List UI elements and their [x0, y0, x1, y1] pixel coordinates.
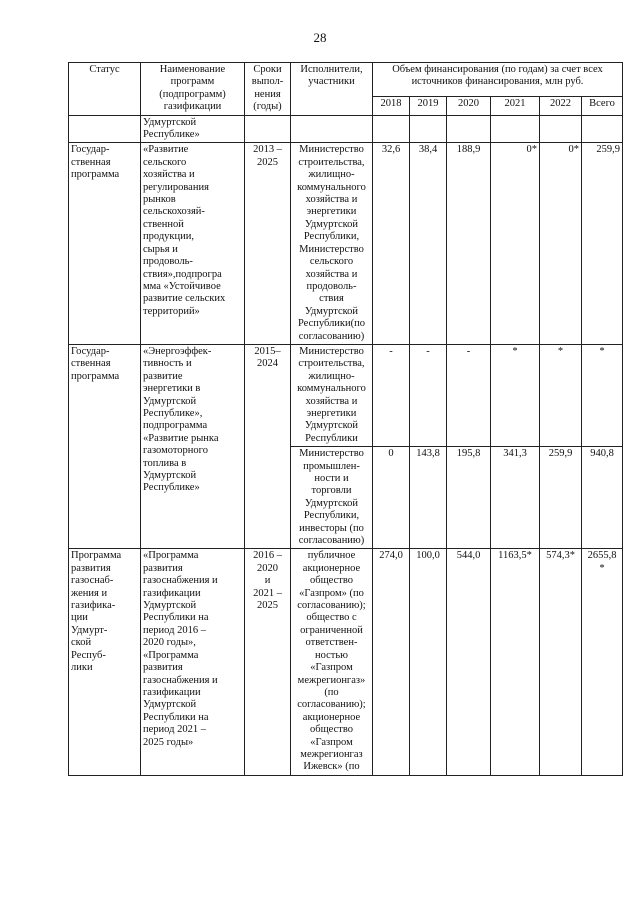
- value-2019-cell: 38,4: [410, 143, 447, 345]
- header-funding: Объем финансирования (по годам) за счет всех источников финансирования, млн руб.: [373, 63, 623, 97]
- value-2021-cell: *: [491, 344, 540, 446]
- program-name-cell: Удмуртской Республике»: [141, 115, 245, 143]
- header-executors: Исполнители, участники: [291, 63, 373, 116]
- table-row: [69, 143, 623, 345]
- terms-cell: 2016 – 2020 и 2021 – 2025: [245, 549, 291, 775]
- terms-cell: [245, 115, 291, 143]
- table-row: [69, 549, 623, 775]
- header-year-2022: 2022: [540, 96, 582, 115]
- value-2022-cell: 574,3*: [540, 549, 582, 775]
- value-total-cell: [582, 115, 623, 143]
- value-2020-cell: 188,9: [447, 143, 491, 345]
- value-2019-cell: 143,8: [410, 447, 447, 549]
- status-cell: Государ- ственная программа: [69, 143, 141, 345]
- terms-cell: 2015– 2024: [245, 344, 291, 549]
- value-2020-cell: -: [447, 344, 491, 446]
- value-2019-cell: [410, 115, 447, 143]
- gasification-programs-table: [68, 62, 623, 776]
- status-cell: Государ- ственная программа: [69, 344, 141, 549]
- header-year-2019: 2019: [410, 96, 447, 115]
- value-2022-cell: 0*: [540, 143, 582, 345]
- header-total: Всего: [582, 96, 623, 115]
- executor-cell: Министерство промышлен- ности и торговли Удмуртской Республики, инвесторы (по согласованию): [291, 447, 373, 549]
- header-year-2021: 2021: [491, 96, 540, 115]
- value-total-cell: 940,8: [582, 447, 623, 549]
- value-2021-cell: [491, 115, 540, 143]
- page-number: 28: [313, 30, 327, 45]
- value-2020-cell: 544,0: [447, 549, 491, 775]
- program-name-cell: «Развитие сельского хозяйства и регулирования рынков сельскохозяй- ственной продукции, сырья и продоволь- ствия»,подпрогра мма «Устойчивое развитие сельских территорий»: [141, 143, 245, 345]
- value-total-cell: 259,9: [582, 143, 623, 345]
- status-cell: Программа развития газоснаб- жения и газифика- ции Удмурт- ской Респуб- лики: [69, 549, 141, 775]
- header-terms: Сроки выпол- нения (годы): [245, 63, 291, 116]
- terms-cell: 2013 – 2025: [245, 143, 291, 345]
- program-name-cell: «Энергоэффек- тивность и развитие энергетики в Удмуртской Республике», подпрограмма «Развитие рынка газомоторного топлива в Удмуртской Республике»: [141, 344, 245, 549]
- value-total-cell: *: [582, 344, 623, 446]
- value-2018-cell: [373, 115, 410, 143]
- value-total-cell: 2655,8 *: [582, 549, 623, 775]
- header-name: Наименование программ (подпрограмм) газификации: [141, 63, 245, 116]
- value-2018-cell: 274,0: [373, 549, 410, 775]
- value-2019-cell: 100,0: [410, 549, 447, 775]
- value-2018-cell: -: [373, 344, 410, 446]
- table-row: [69, 344, 623, 446]
- value-2020-cell: [447, 115, 491, 143]
- value-2018-cell: 0: [373, 447, 410, 549]
- value-2022-cell: *: [540, 344, 582, 446]
- executor-cell: публичное акционерное общество «Газпром» (по согласованию); общество с ограниченной ответствен- ностью «Газпром межрегионгаз» (по согласованию); акционерное общество «Газпром межрегионгаз Ижевск» (по: [291, 549, 373, 775]
- table-row: [69, 115, 623, 143]
- value-2022-cell: [540, 115, 582, 143]
- executor-cell: Министерство строительства, жилищно- коммунального хозяйства и энергетики Удмуртской Республики, Министерство сельского хозяйства и продоволь- ствия Удмуртской Республики(по согласованию): [291, 143, 373, 345]
- header-year-2018: 2018: [373, 96, 410, 115]
- header-status: Статус: [69, 63, 141, 116]
- value-2020-cell: 195,8: [447, 447, 491, 549]
- value-2018-cell: 32,6: [373, 143, 410, 345]
- value-2022-cell: 259,9: [540, 447, 582, 549]
- executor-cell: Министерство строительства, жилищно- коммунального хозяйства и энергетики Удмуртской Республики: [291, 344, 373, 446]
- header-year-2020: 2020: [447, 96, 491, 115]
- program-name-cell: «Программа развития газоснабжения и газификации Удмуртской Республики на период 2016 – 2020 годы», «Программа развития газоснабжения и газификации Удмуртской Республики на период 2021 – 2025 годы»: [141, 549, 245, 775]
- value-2021-cell: 1163,5*: [491, 549, 540, 775]
- value-2019-cell: -: [410, 344, 447, 446]
- status-cell: [69, 115, 141, 143]
- header-row-1: [69, 63, 623, 97]
- value-2021-cell: 0*: [491, 143, 540, 345]
- value-2021-cell: 341,3: [491, 447, 540, 549]
- executor-cell: [291, 115, 373, 143]
